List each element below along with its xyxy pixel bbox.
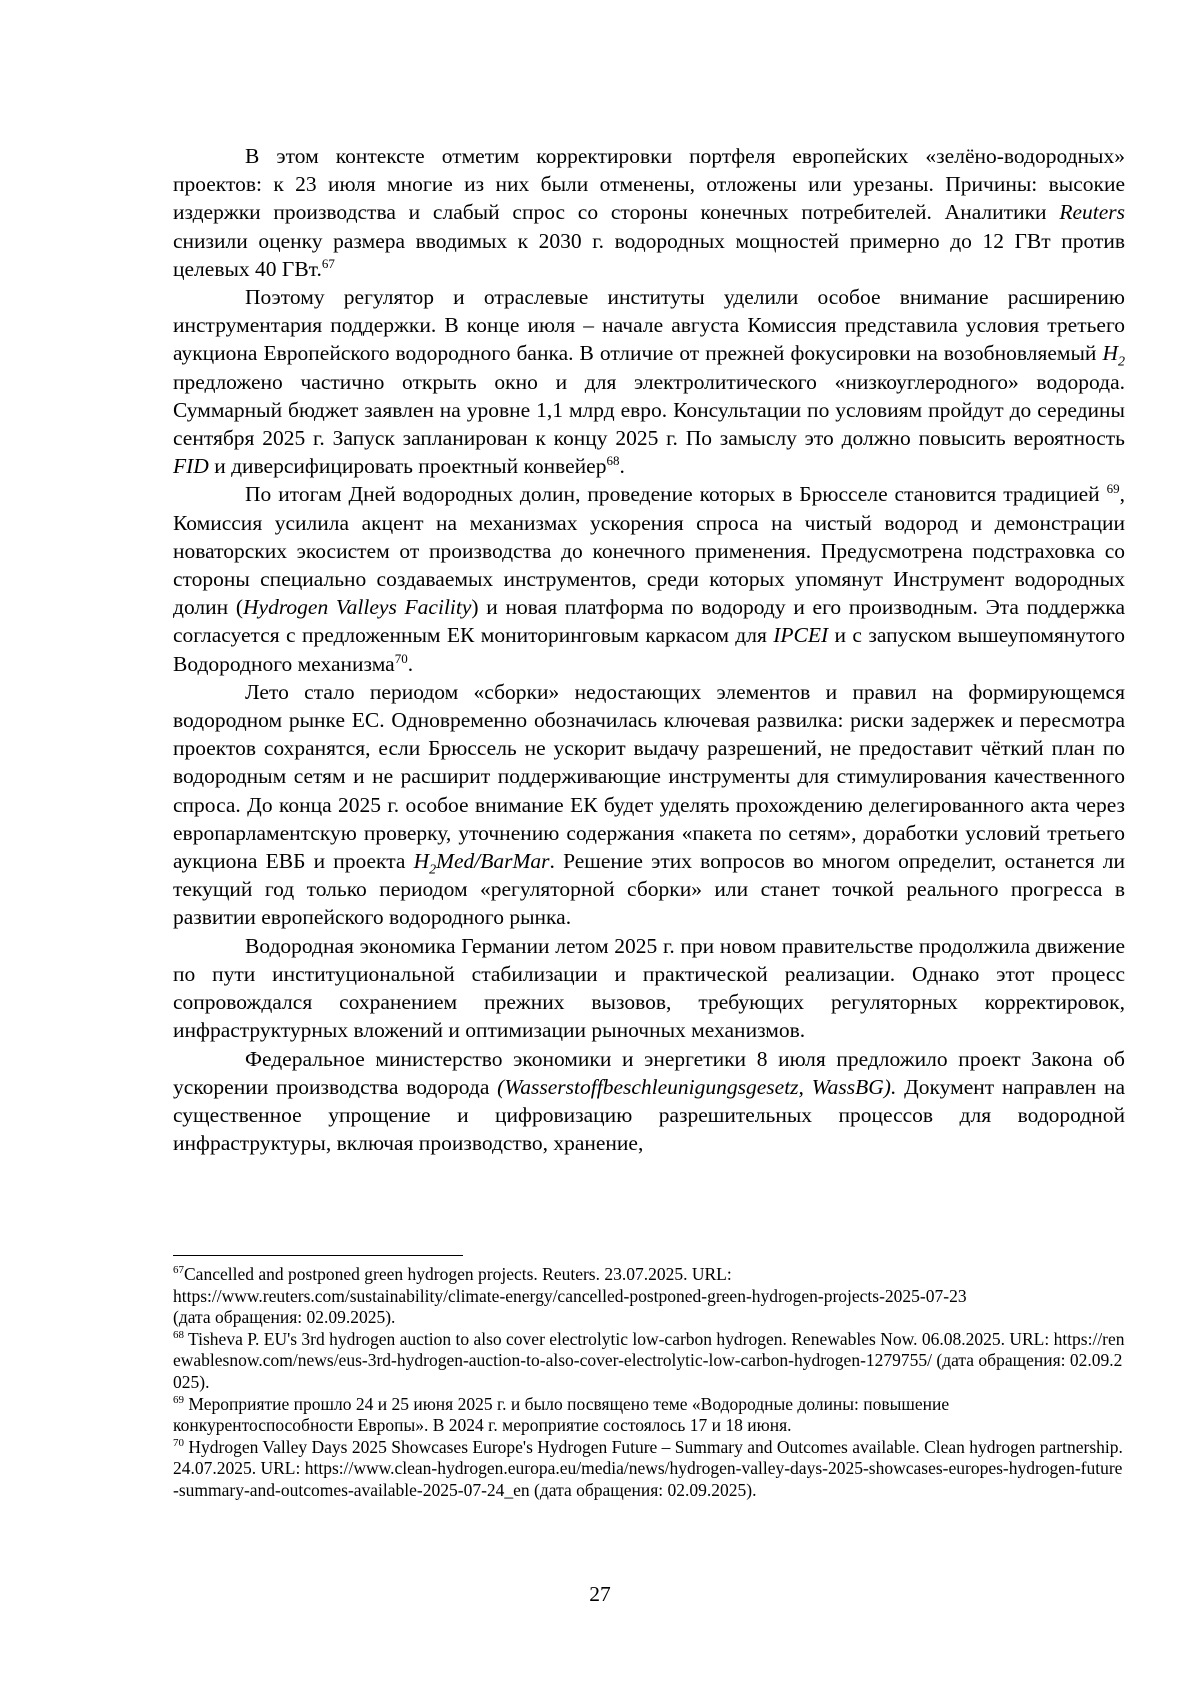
- footnote-text: Cancelled and postponed green hydrogen projects. Reuters. 23.07.2025. URL:: [184, 1264, 732, 1284]
- paragraph-1: [173, 142, 1125, 283]
- paragraph-6: [173, 1045, 1125, 1158]
- italic-term: Hydrogen Valleys Facility: [243, 595, 472, 620]
- footnote-69: [173, 1394, 1125, 1437]
- text: , Комиссия усилила акцент на механизмах ускорения спроса на чистый водород и демонстрации новаторских экосистем от производства до конечного применения. Предусмотрена подстраховка со стороны специально создаваемых инструментов, среди которых упомянут Инструмент водородных долин (: [173, 482, 1125, 620]
- footnote-separator: [173, 1255, 463, 1256]
- project-name: [413, 849, 550, 878]
- italic-term: FID: [173, 454, 209, 479]
- footnote-text: (дата обращения: 02.09.2025).: [173, 1307, 396, 1328]
- project-name-subscript: 2: [429, 862, 437, 878]
- footnote-ref-69[interactable]: 69: [1106, 481, 1120, 497]
- text: снизили оценку размера вводимых к 2030 г. водородных мощностей примерно до 12 ГВт против целевых 40 ГВт.: [173, 228, 1125, 281]
- footnote-ref-68[interactable]: 68: [606, 453, 620, 469]
- paragraph-2: [173, 283, 1125, 480]
- text: . Решение этих вопросов во многом определит, останется ли текущий год только периодом «регуляторной сборки» или станет точкой реального прогресса в развитии европейского водородного рынка.: [173, 849, 1125, 930]
- text: и с запуском вышеупомянутого Водородного механизма: [173, 623, 1125, 676]
- text: и диверсифицировать проектный конвейер: [208, 454, 607, 479]
- formula-h2: [1102, 341, 1125, 370]
- body-text: [173, 142, 1125, 1157]
- text: ) и новая платформа по водороду и его производным. Эта поддержка согласуется с предложенным ЕК мониторинговым каркасом для: [173, 595, 1126, 648]
- footnote-link[interactable]: https://www.reuters.com/sustainability/climate-energy/cancelled-postponed-green-hydrogen-projects-2025-07-23: [173, 1285, 967, 1306]
- italic-term: (Wasserstoffbeschleunigungsgesetz, WassBG).: [497, 1074, 897, 1099]
- text: Водородная экономика Германии летом 2025 г. при новом правительстве продолжила движение по пути институциональной стабилизации и практической реализации. Однако этот процесс сопровождался сохранением прежних вызовов, требующих регуляторных корректировок, инфраструктурных вложений и оптимизации рыночных механизмов.: [173, 933, 1125, 1043]
- page-number: 27: [589, 1582, 611, 1606]
- project-name-part: H: [413, 849, 430, 874]
- italic-term: Reuters: [1059, 200, 1125, 225]
- footnote-ref-70[interactable]: 70: [394, 650, 408, 666]
- footnote-number: 69: [173, 1393, 184, 1406]
- footnote-text: Tisheva P. EU's 3rd hydrogen auction to also cover electrolytic low-carbon hydrogen. Renewables Now. 06.08.2025. URL: https://renewablesnow.com/news/eus-3rd-hydrogen-auction-to-also-cover-electrolytic-low-carbon-hydrogen-1279755/ (дата обращения: 02.09.2025).: [173, 1328, 1125, 1392]
- text: Поэтому регулятор и отраслевые институты уделили особое внимание расширению инструментария поддержки. В конце июля – начале августа Комиссия представила условия третьего аукциона Европейского водородного банка. В отличие от прежней фокусировки на возобновляемый: [173, 285, 1125, 366]
- text: .: [407, 651, 414, 676]
- text: По итогам Дней водородных долин, проведение которых в Брюсселе становится традицией: [245, 482, 1107, 507]
- formula-symbol: H: [1102, 341, 1118, 366]
- paragraph-3: [173, 480, 1125, 677]
- paragraph-5: [173, 932, 1125, 1045]
- footnote-ref-67[interactable]: 67: [321, 255, 335, 271]
- paragraph-4: [173, 678, 1125, 932]
- footnote-text: Мероприятие прошло 24 и 25 июня 2025 г. и было посвящено теме «Водородные долины: повышение конкурентоспособности Европы». В 2024 г. мероприятие состоялось 17 и 18 июня.: [173, 1393, 950, 1436]
- footnote-number: 70: [173, 1436, 184, 1449]
- footnote-68: [173, 1329, 1125, 1394]
- formula-subscript: 2: [1118, 354, 1125, 370]
- text: Документ направлен на существенное упрощение и цифровизацию разрешительных процессов для водородной инфраструктуры, включая производство, хранение,: [173, 1074, 1125, 1156]
- text: Федеральное министерство экономики и энергетики 8 июля предложило проект Закона об ускорении производства водорода: [173, 1046, 1125, 1099]
- text: Лето стало периодом «сборки» недостающих элементов и правил на формирующемся водородном рынке ЕС. Одновременно обозначилась ключевая развилка: риски задержек и пересмотра проектов сохранятся, если Брюссель не ускорит выдачу разрешений, не предоставит чёткий план по водородным сетям и не расширит поддерживающие инструменты для стимулирования качественного спроса. До конца 2025 г. особое внимание ЕК будет уделять прохождению делегированного акта через европарламентскую проверку, уточнению содержания «пакета по сетям», доработки условий третьего аукциона ЕВБ и проекта: [173, 679, 1125, 874]
- text: предложено частично открыть окно и для электролитического «низкоуглеродного» водорода. Суммарный бюджет заявлен на уровне 1,1 млрд евро. Консультации по условиям пройдут до середины сентября 2025 г. Запуск запланирован к концу 2025 г. По замыслу это должно повысить вероятность: [173, 369, 1125, 451]
- project-name-part: Med/BarMar: [436, 849, 550, 874]
- footnote-67: [173, 1264, 1125, 1329]
- footnote-70: [173, 1437, 1125, 1502]
- text: В этом контексте отметим корректировки портфеля европейских «зелёно-водородных» проектов: к 23 июля многие из них были отменены, отложены или урезаны. Причины: высокие издержки производства и слабый спрос со стороны конечных потребителей. Аналитики: [173, 144, 1125, 225]
- italic-term: IPCEI: [773, 623, 829, 648]
- text: .: [619, 454, 625, 479]
- footnote-number: 68: [173, 1328, 184, 1341]
- footnote-text: Hydrogen Valley Days 2025 Showcases Europe's Hydrogen Future – Summary and Outcomes available. Clean hydrogen partnership. 24.07.2025. URL: https://www.clean-hydrogen.europa.eu/media/news/hydrogen-valley-days-2025-showcases-europes-hydrogen-future-summary-and-outcomes-available-2025-07-24_en (дата обращения: 02.09.2025).: [173, 1436, 1123, 1500]
- footnote-number: 67: [173, 1264, 184, 1277]
- footnotes: [173, 1264, 1125, 1502]
